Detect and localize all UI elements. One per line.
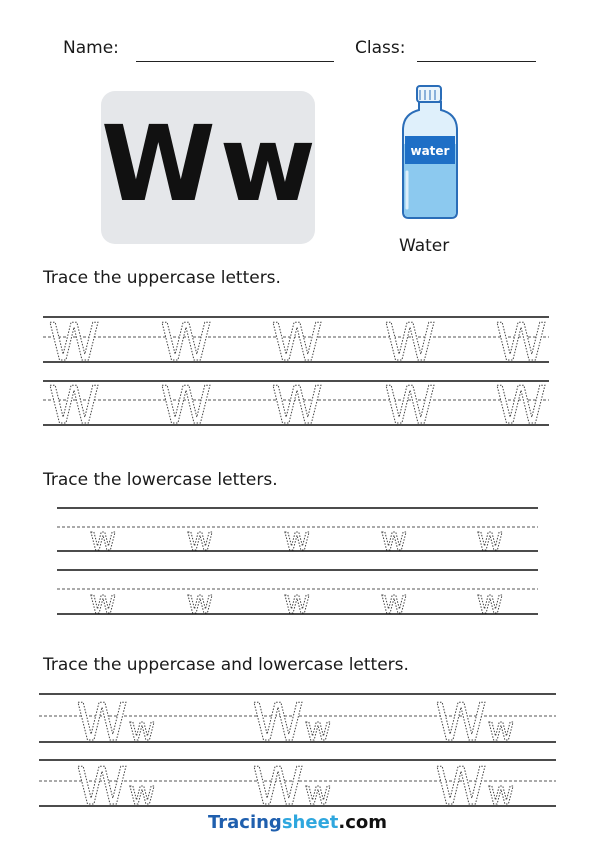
footer-brand-part-b: sheet (281, 812, 339, 833)
trace-mixed-upper-letter: W (435, 757, 487, 817)
section-title-uppercase: Trace the uppercase letters. (43, 268, 281, 288)
trace-lowercase-letter: w (283, 582, 311, 621)
name-label: Name: (63, 38, 119, 58)
trace-lowercase-letter: w (186, 519, 214, 558)
trace-mixed-lower-letter: w (128, 709, 156, 748)
trace-mixed-lower-letter: w (487, 709, 515, 748)
trace-uppercase-letter: W (495, 376, 547, 436)
trace-uppercase-letter: W (48, 376, 100, 436)
big-letters: Ww (101, 103, 320, 225)
trace-mixed-lower-letter: w (128, 773, 156, 812)
class-label: Class: (355, 38, 406, 58)
trace-uppercase-letter: W (160, 376, 212, 436)
trace-uppercase-letter: W (48, 313, 100, 373)
trace-uppercase-letter: W (384, 313, 436, 373)
trace-mixed-upper-letter: W (76, 693, 128, 753)
picture-word: Water (399, 236, 450, 256)
trace-mixed-lower-letter: w (304, 773, 332, 812)
trace-uppercase-letter: W (271, 376, 323, 436)
trace-lowercase-letter: w (476, 519, 504, 558)
trace-lowercase-letter: w (283, 519, 311, 558)
trace-uppercase-letter: W (271, 313, 323, 373)
trace-lowercase-letter: w (380, 519, 408, 558)
section-title-mixed: Trace the uppercase and lowercase letters. (43, 655, 409, 675)
section-title-lowercase: Trace the lowercase letters. (43, 470, 278, 490)
trace-lowercase-letter: w (476, 582, 504, 621)
bottle-label: water (410, 144, 450, 158)
footer-brand-part-a: Tracing (207, 812, 282, 833)
footer-brand-part-c: .com (338, 812, 388, 833)
trace-uppercase-letter: W (160, 313, 212, 373)
site-footer (0, 812, 595, 833)
trace-lowercase-letter: w (380, 582, 408, 621)
trace-mixed-lower-letter: w (487, 773, 515, 812)
trace-uppercase-letter: W (495, 313, 547, 373)
trace-lowercase-letter: w (89, 519, 117, 558)
trace-mixed-upper-letter: W (435, 693, 487, 753)
trace-mixed-upper-letter: W (76, 757, 128, 817)
trace-lowercase-letter: w (89, 582, 117, 621)
trace-mixed-lower-letter: w (304, 709, 332, 748)
trace-lowercase-letter: w (186, 582, 214, 621)
trace-mixed-upper-letter: W (252, 757, 304, 817)
trace-uppercase-letter: W (384, 376, 436, 436)
trace-mixed-upper-letter: W (252, 693, 304, 753)
